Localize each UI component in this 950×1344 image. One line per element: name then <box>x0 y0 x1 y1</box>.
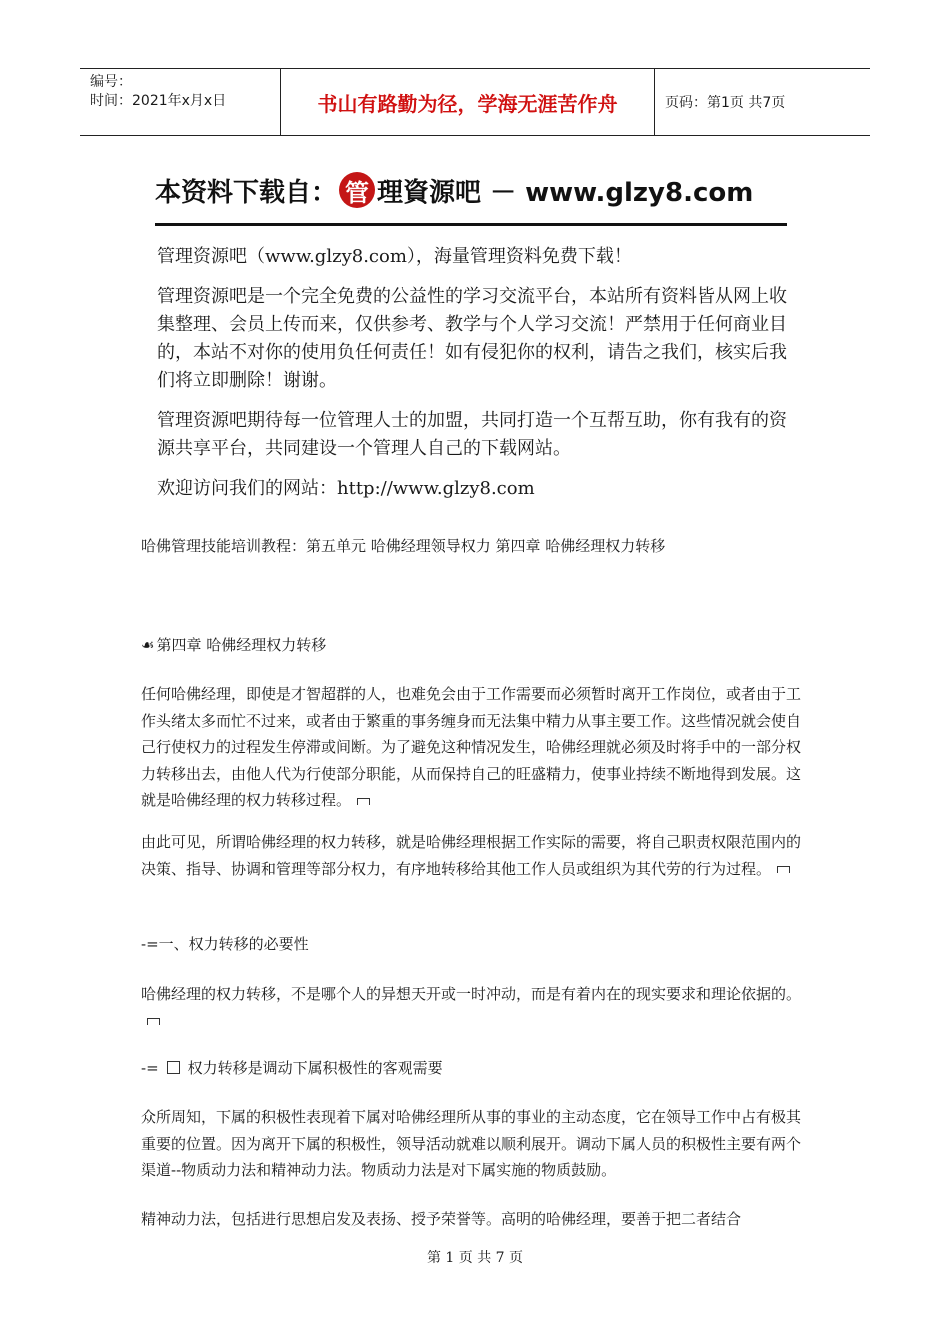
document-title: 哈佛管理技能培训教程：第五单元 哈佛经理领导权力 第四章 哈佛经理权力转移 <box>141 537 666 555</box>
paragraph-3 <box>141 981 813 1034</box>
banner-prefix: 本资料下载自： <box>155 177 338 208</box>
section-heading-1-text: 一、权力转移的必要性 <box>158 935 309 953</box>
number-label: 编号： <box>90 74 132 90</box>
banner-suffix: 理資源吧 － www.glzy8.com <box>377 177 754 208</box>
intro-paragraph-2: 管理资源吧是一个完全免费的公益性的学习交流平台，本站所有资料皆从网上收集整理、会员上传而来，仅供参考、教学与个人学习交流！严禁用于任何商业目的，本站不对你的使用负任何责任！如有侵犯你的权利，请告之我们，核实后我们将立即删除！谢谢。 <box>157 286 787 391</box>
section-heading-2-text: 权力转移是调动下属积极性的客观需要 <box>187 1059 443 1077</box>
paragraph-5-text: 精神动力法，包括进行思想启发及表扬、授予荣誉等。高明的哈佛经理，要善于把二者结合 <box>141 1210 742 1228</box>
paragraph-5 <box>141 1206 813 1233</box>
paragraph-4 <box>141 1104 813 1184</box>
section-heading-2-prefix: -= <box>141 1059 159 1077</box>
return-mark-icon <box>777 866 790 873</box>
paragraph-2 <box>141 829 813 882</box>
paragraph-4-text: 众所周知，下属的积极性表现着下属对哈佛经理所从事的事业的主动态度，它在领导工作中占有极其重要的位置。因为离开下属的积极性，领导活动就难以顺利展开。调动下属人员的积极性主要有两个渠道--物质动力法和精神动力法。物质动力法是对下属实施的物质鼓励。 <box>141 1108 802 1179</box>
download-banner <box>155 165 795 227</box>
header-motto: 书山有路勤为径，学海无涯苦作舟 <box>281 69 655 135</box>
banner-rule <box>155 223 787 226</box>
header-left-cell <box>80 69 281 135</box>
chapter-heading <box>141 634 813 655</box>
intro-line-4: 欢迎访问我们的网站：http://www.glzy8.com <box>157 478 535 499</box>
paragraph-2-text: 由此可见，所谓哈佛经理的权力转移，就是哈佛经理根据工作实际的需要，将自己职责权限范围内的决策、指导、协调和管理等部分权力，有序地转移给其他工作人员或组织为其代劳的行为过程。 <box>141 833 802 878</box>
header-page-label: 页码：第1页 共7页 <box>665 95 786 111</box>
banner-title <box>155 165 753 215</box>
chapter-title: 第四章 哈佛经理权力转移 <box>156 636 327 654</box>
intro-paragraph-3: 管理资源吧期待每一位管理人士的加盟，共同打造一个互帮互助，你有我有的资源共享平台，共同建设一个管理人自己的下载网站。 <box>157 410 787 459</box>
date-label: 时间：2021年x月x日 <box>90 93 227 109</box>
section-heading-2 <box>141 1057 813 1078</box>
paragraph-1-text: 任何哈佛经理，即使是才智超群的人，也难免会由于工作需要而必须暂时离开工作岗位，或者由于工作头绪太多而忙不过来，或者由于繁重的事务缠身而无法集中精力从事主要工作。这些情况就会使自己行使权力的过程发生停滞或间断。为了避免这种情况发生，哈佛经理就必须及时将手中的一部分权力转移出去，由他人代为行使部分职能，从而保持自己的旺盛精力，使事业持续不断地得到发展。这就是哈佛经理的权力转移过程。 <box>141 685 802 809</box>
header-table <box>80 68 870 136</box>
paragraph-3-text: 哈佛经理的权力转移，不是哪个人的异想天开或一时冲动，而是有着内在的现实要求和理论依据的。 <box>141 985 802 1003</box>
page-footer: 第 1 页 共 7 页 <box>426 1250 524 1266</box>
section-heading-1-prefix: -= <box>141 935 159 953</box>
site-intro <box>157 243 797 503</box>
checkbox-glyph-icon <box>167 1061 180 1074</box>
site-logo-icon: 管 <box>339 172 375 208</box>
return-mark-icon <box>357 798 370 805</box>
intro-line-1: 管理资源吧（www.glzy8.com），海量管理资料免费下载！ <box>157 246 632 267</box>
section-heading-1 <box>141 933 813 954</box>
fleuron-icon: ☙ <box>141 635 155 654</box>
paragraph-1 <box>141 681 813 814</box>
return-mark-icon <box>147 1018 160 1025</box>
